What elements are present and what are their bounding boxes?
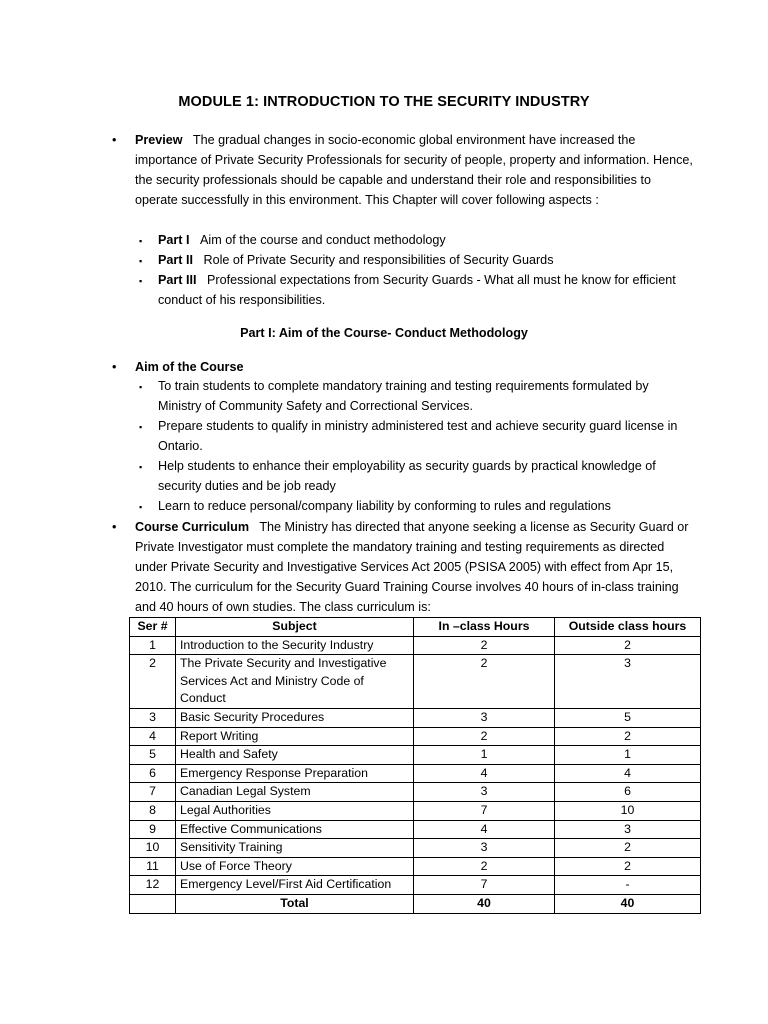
in-class-cell: 4 xyxy=(414,820,555,839)
curriculum-table xyxy=(129,617,701,914)
subject-cell: Basic Security Procedures xyxy=(176,708,414,727)
subject-cell: Legal Authorities xyxy=(176,801,414,820)
in-class-cell: 2 xyxy=(414,727,555,746)
aim-item: To train students to complete mandatory training and testing requirements formulated by Ministry of Community Safety and Correctional Services. xyxy=(158,379,649,413)
header-outside-class: Outside class hours xyxy=(555,618,701,637)
ser-cell: 11 xyxy=(130,857,176,876)
part1-label: Part I xyxy=(158,233,190,247)
curriculum-text: The Ministry has directed that anyone seeking a license as Security Guard or Private Investigator must complete the mandatory training and testing requirements as directed under Private Security and Investigative Services Act 2005 (PSISA 2005) with effect from Apr 15, 2010. The curriculum for the Security Guard Training Course involves 40 hours of in-class training and 40 hours of own studies. The class curriculum is: xyxy=(135,520,689,614)
square-bullet-part3: ▪ xyxy=(139,276,143,286)
table-row xyxy=(130,801,701,820)
bullet-curriculum: • xyxy=(112,520,117,534)
aim-label: Aim of the Course xyxy=(135,360,244,374)
ser-cell: 10 xyxy=(130,839,176,858)
ser-cell: 12 xyxy=(130,876,176,895)
ser-cell: 5 xyxy=(130,746,176,765)
ser-cell: 9 xyxy=(130,820,176,839)
ser-cell: 3 xyxy=(130,708,176,727)
outside-class-cell: 2 xyxy=(555,857,701,876)
part1-text: Aim of the course and conduct methodology xyxy=(200,233,446,247)
table-row xyxy=(130,857,701,876)
outside-class-cell: 1 xyxy=(555,746,701,765)
table-body xyxy=(130,636,701,894)
outside-class-cell: 5 xyxy=(555,708,701,727)
table-row xyxy=(130,636,701,655)
in-class-cell: 7 xyxy=(414,876,555,895)
subject-cell: Use of Force Theory xyxy=(176,857,414,876)
square-bullet-part1: ▪ xyxy=(139,236,143,246)
header-in-class: In –class Hours xyxy=(414,618,555,637)
aim-item: Help students to enhance their employability as security guards by practical knowledge of security duties and be job ready xyxy=(158,459,656,493)
table-row xyxy=(130,764,701,783)
in-class-cell: 1 xyxy=(414,746,555,765)
outside-class-cell: 2 xyxy=(555,636,701,655)
table-total-row xyxy=(130,894,701,913)
header-subject: Subject xyxy=(176,618,414,637)
outside-class-cell: 3 xyxy=(555,820,701,839)
square-bullet-aim3: ▪ xyxy=(139,462,143,472)
preview-text: The gradual changes in socio-economic global environment have increased the importance of Private Security Professionals for security of people, property and information. Hence, the security professionals should be capable and understand their role and responsibilities to operate successfully in this environment. This Chapter will cover following aspects : xyxy=(135,133,693,207)
ser-cell: 6 xyxy=(130,764,176,783)
part2-text: Role of Private Security and responsibilities of Security Guards xyxy=(203,253,554,267)
part3-label: Part III xyxy=(158,273,197,287)
total-empty-cell xyxy=(130,894,176,913)
part3-item xyxy=(158,270,678,310)
ser-cell: 4 xyxy=(130,727,176,746)
part2-label: Part II xyxy=(158,253,193,267)
table-row xyxy=(130,820,701,839)
table-row xyxy=(130,876,701,895)
ser-cell: 2 xyxy=(130,655,176,709)
table-row xyxy=(130,783,701,802)
bullet-preview: • xyxy=(112,133,117,147)
ser-cell: 1 xyxy=(130,636,176,655)
subject-cell: Health and Safety xyxy=(176,746,414,765)
header-ser: Ser # xyxy=(130,618,176,637)
aim-item: Prepare students to qualify in ministry administered test and achieve security guard license in Ontario. xyxy=(158,419,678,453)
subject-cell: Canadian Legal System xyxy=(176,783,414,802)
in-class-cell: 2 xyxy=(414,857,555,876)
part2-item xyxy=(158,250,678,270)
outside-class-cell: - xyxy=(555,876,701,895)
in-class-cell: 3 xyxy=(414,839,555,858)
preview-label: Preview xyxy=(135,133,183,147)
outside-class-cell: 6 xyxy=(555,783,701,802)
subject-cell: Effective Communications xyxy=(176,820,414,839)
square-bullet-part2: ▪ xyxy=(139,256,143,266)
outside-class-cell: 2 xyxy=(555,727,701,746)
total-label: Total xyxy=(176,894,414,913)
in-class-cell: 3 xyxy=(414,783,555,802)
outside-class-cell: 10 xyxy=(555,801,701,820)
in-class-cell: 7 xyxy=(414,801,555,820)
subject-cell: Sensitivity Training xyxy=(176,839,414,858)
subject-cell: Introduction to the Security Industry xyxy=(176,636,414,655)
subject-cell: Emergency Level/First Aid Certification xyxy=(176,876,414,895)
outside-class-cell: 2 xyxy=(555,839,701,858)
ser-cell: 8 xyxy=(130,801,176,820)
preview-paragraph xyxy=(135,130,695,210)
table-header-row xyxy=(130,618,701,637)
bullet-aim: • xyxy=(112,360,117,374)
table-row xyxy=(130,655,701,709)
curriculum-paragraph xyxy=(135,517,695,617)
part1-heading: Part I: Aim of the Course- Conduct Methodology xyxy=(240,326,528,340)
total-outside-class: 40 xyxy=(555,894,701,913)
in-class-cell: 4 xyxy=(414,764,555,783)
aim-item: Learn to reduce personal/company liability by conforming to rules and regulations xyxy=(158,499,611,513)
square-bullet-aim1: ▪ xyxy=(139,382,143,392)
subject-cell: The Private Security and Investigative Services Act and Ministry Code of Conduct xyxy=(176,655,414,709)
part3-text: Professional expectations from Security Guards - What all must he know for efficient conduct of his responsibilities. xyxy=(158,273,676,307)
in-class-cell: 2 xyxy=(414,655,555,709)
part1-item xyxy=(158,230,678,250)
total-in-class: 40 xyxy=(414,894,555,913)
square-bullet-aim2: ▪ xyxy=(139,422,143,432)
in-class-cell: 2 xyxy=(414,636,555,655)
outside-class-cell: 4 xyxy=(555,764,701,783)
page-title: MODULE 1: INTRODUCTION TO THE SECURITY INDUSTRY xyxy=(178,94,590,110)
in-class-cell: 3 xyxy=(414,708,555,727)
table-row xyxy=(130,727,701,746)
table-row xyxy=(130,708,701,727)
curriculum-label: Course Curriculum xyxy=(135,520,250,534)
subject-cell: Emergency Response Preparation xyxy=(176,764,414,783)
subject-cell: Report Writing xyxy=(176,727,414,746)
square-bullet-aim4: ▪ xyxy=(139,502,143,512)
ser-cell: 7 xyxy=(130,783,176,802)
outside-class-cell: 3 xyxy=(555,655,701,709)
table-row xyxy=(130,746,701,765)
table-row xyxy=(130,839,701,858)
